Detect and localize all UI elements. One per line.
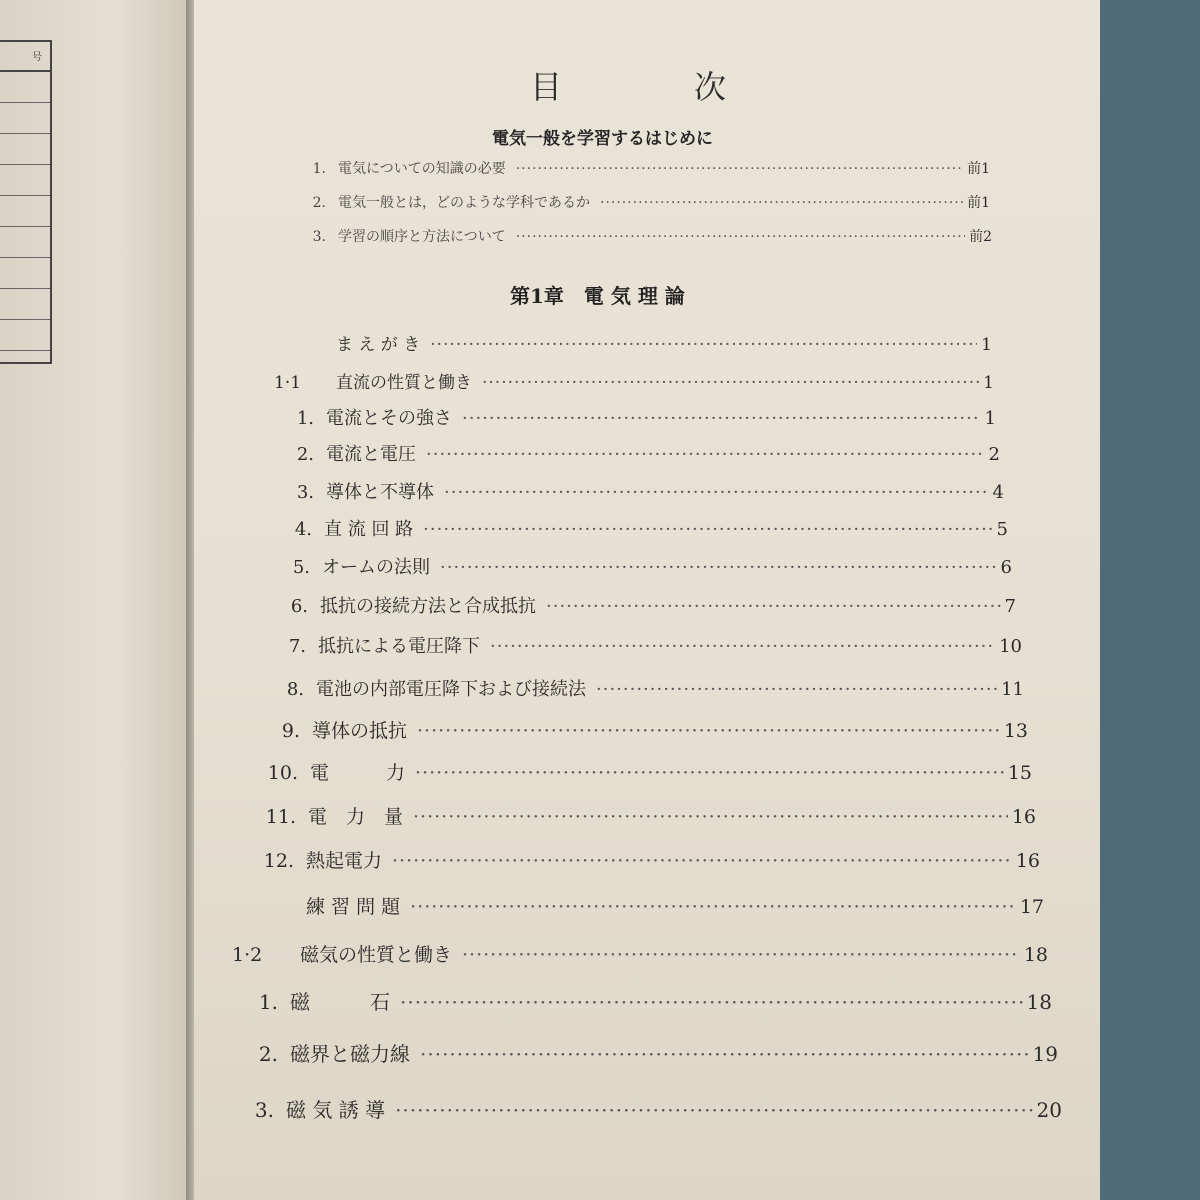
entry-title: 直流の性質と働き xyxy=(336,373,472,393)
entry-page: 20 xyxy=(1036,1098,1062,1122)
entry-page: 17 xyxy=(1019,896,1044,918)
leader-dots xyxy=(410,896,1016,918)
entry-number: 2. xyxy=(258,1042,278,1066)
toc-entry xyxy=(232,940,1048,967)
leader-dots xyxy=(444,482,989,503)
entry-number: 1. xyxy=(296,408,314,429)
entry-number: 1·1 xyxy=(274,373,302,393)
entry-title: 電 力 量 xyxy=(308,806,404,828)
leader-dots xyxy=(426,444,985,465)
entry-title: 磁気の性質と働き xyxy=(300,944,453,966)
background-surface xyxy=(1088,0,1200,1200)
entry-number: 11. xyxy=(265,806,296,828)
left-table-row xyxy=(0,258,50,289)
leader-dots xyxy=(395,1098,1032,1122)
entry-number: 3. xyxy=(312,229,326,245)
toc-entry xyxy=(268,592,1016,618)
toc-entry xyxy=(244,986,1052,1015)
left-page xyxy=(0,0,190,1200)
entry-number: 4. xyxy=(294,519,312,540)
title-char-2: 次 xyxy=(694,68,731,106)
entry-number: 10. xyxy=(267,762,298,784)
entry-page: 18 xyxy=(1026,990,1052,1014)
left-table-row xyxy=(0,227,50,258)
entry-page: 16 xyxy=(1015,850,1040,872)
left-table-header-glyph: 号 xyxy=(32,52,42,63)
left-table-row xyxy=(0,72,50,103)
entry-title: 電気一般とは，どのような学科であるか xyxy=(338,195,590,211)
entry-title: 電流と電圧 xyxy=(326,444,416,465)
toc-entry xyxy=(270,553,1012,579)
entry-page: 4 xyxy=(992,482,1004,503)
entry-page: 13 xyxy=(1003,720,1028,742)
leader-dots xyxy=(423,519,992,540)
entry-number: 12. xyxy=(263,850,294,872)
toc-entry xyxy=(246,892,1044,919)
entry-number: 6. xyxy=(290,596,308,617)
left-table-row xyxy=(0,165,50,196)
leader-dots xyxy=(546,596,1001,617)
entry-page: 11 xyxy=(1001,679,1024,700)
entry-title: 磁界と磁力線 xyxy=(290,1042,410,1066)
entry-number: 2. xyxy=(312,195,326,211)
intro-heading: 電気一般を学習するはじめに xyxy=(492,129,713,149)
entry-page: 15 xyxy=(1007,762,1032,784)
entry-page: 1 xyxy=(984,408,996,429)
toc-page xyxy=(194,0,1100,1200)
entry-title: オームの法則 xyxy=(322,557,430,578)
entry-title: 学習の順序と方法について xyxy=(338,229,506,245)
entry-number: 1·2 xyxy=(232,944,263,966)
entry-page: 2 xyxy=(988,444,1000,465)
leader-dots xyxy=(417,720,1000,742)
toc-entry xyxy=(310,158,990,178)
title-char-1: 目 xyxy=(530,68,567,106)
toc-entry xyxy=(244,1038,1058,1067)
entry-title: 直 流 回 路 xyxy=(324,519,414,540)
left-table-row xyxy=(0,134,50,165)
entry-page: 16 xyxy=(1011,806,1036,828)
entry-number: 2. xyxy=(296,444,314,465)
entry-number: 8. xyxy=(286,679,304,700)
toc-entry xyxy=(274,330,992,355)
toc-entry xyxy=(246,846,1040,873)
left-table-row xyxy=(0,320,50,351)
leader-dots xyxy=(415,762,1004,784)
entry-number: 3. xyxy=(296,482,314,503)
entry-number: 7. xyxy=(288,636,306,657)
toc-entry xyxy=(248,802,1036,829)
leader-dots xyxy=(462,408,981,429)
entry-page: 前1 xyxy=(967,161,990,177)
left-table-header xyxy=(0,42,50,72)
entry-page: 前2 xyxy=(969,229,992,245)
entry-title: 練 習 問 題 xyxy=(306,896,401,918)
entry-title: 磁 気 誘 導 xyxy=(286,1098,386,1122)
leader-dots xyxy=(430,335,977,355)
left-table-row xyxy=(0,289,50,320)
entry-title: 導体の抵抗 xyxy=(312,720,408,742)
entry-page: 19 xyxy=(1032,1042,1058,1066)
entry-title: 抵抗の接続方法と合成抵抗 xyxy=(320,596,536,617)
leader-dots xyxy=(440,557,997,578)
toc-entry xyxy=(310,226,992,246)
toc-entry xyxy=(240,1094,1062,1123)
toc-entry xyxy=(250,758,1032,785)
left-table-row xyxy=(0,103,50,134)
leader-dots xyxy=(400,990,1023,1014)
toc-entry xyxy=(274,368,994,393)
toc-entry xyxy=(272,515,1008,541)
leader-dots xyxy=(392,850,1012,872)
entry-title: 導体と不導体 xyxy=(326,482,434,503)
entry-number: 3. xyxy=(254,1098,274,1122)
chapter-heading: 第1章 電 気 理 論 xyxy=(510,284,685,308)
entry-page: 前1 xyxy=(967,195,990,211)
toc-entry xyxy=(310,192,990,212)
leader-dots xyxy=(596,679,997,700)
left-page-table xyxy=(0,40,52,364)
toc-entry xyxy=(264,675,1024,701)
entry-page: 6 xyxy=(1000,557,1012,578)
entry-page: 7 xyxy=(1004,596,1016,617)
entry-title: 電流とその強さ xyxy=(326,408,452,429)
entry-page: 18 xyxy=(1023,944,1048,966)
entry-number: 1. xyxy=(312,161,326,177)
entry-title: ま え が き xyxy=(336,335,421,355)
entry-number: 9. xyxy=(281,720,300,742)
entry-page: 10 xyxy=(999,636,1022,657)
entry-number: 1. xyxy=(258,990,278,1014)
toc-entry xyxy=(266,632,1022,658)
entry-title: 磁 石 xyxy=(290,990,390,1014)
entry-title: 抵抗による電圧降下 xyxy=(318,636,480,657)
toc-entry xyxy=(274,404,996,430)
entry-title: 電池の内部電圧降下および接続法 xyxy=(316,679,586,700)
leader-dots xyxy=(600,195,963,211)
leader-dots xyxy=(490,636,995,657)
toc-entry xyxy=(260,716,1028,743)
entry-number: 5. xyxy=(292,557,310,578)
leader-dots xyxy=(516,161,963,177)
leader-dots xyxy=(420,1042,1029,1066)
leader-dots xyxy=(482,373,979,393)
entry-title: 熱起電力 xyxy=(306,850,383,872)
leader-dots xyxy=(462,944,1020,966)
toc-entry xyxy=(274,440,1000,466)
left-table-row xyxy=(0,196,50,227)
entry-title: 電 力 xyxy=(310,762,406,784)
entry-page: 5 xyxy=(996,519,1008,540)
entry-title: 電気についての知識の必要 xyxy=(338,161,506,177)
leader-dots xyxy=(516,229,965,245)
entry-page: 1 xyxy=(983,373,994,393)
entry-page: 1 xyxy=(981,335,992,355)
toc-entry xyxy=(274,478,1004,504)
leader-dots xyxy=(413,806,1008,828)
